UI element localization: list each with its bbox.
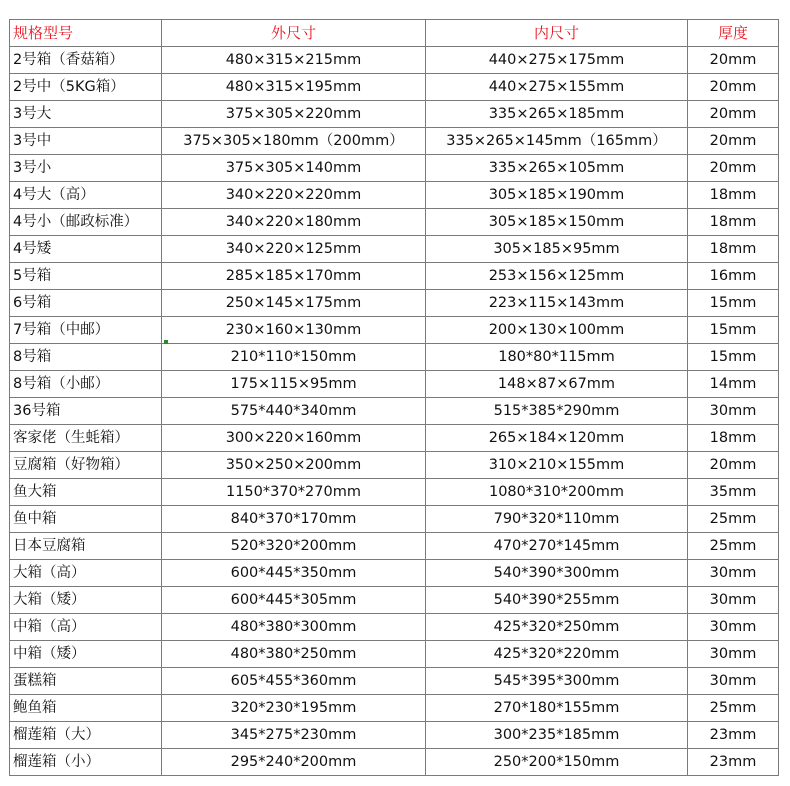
cell-inner-size: 253×156×125mm [426, 263, 688, 290]
cell-inner-size: 200×130×100mm [426, 317, 688, 344]
cell-model: 5号箱 [10, 263, 162, 290]
table-row [10, 371, 779, 398]
header-row [10, 20, 779, 47]
cell-thickness: 15mm [688, 344, 779, 371]
table-row [10, 263, 779, 290]
cell-inner-size: 335×265×145mm（165mm） [426, 128, 688, 155]
header-model: 规格型号 [10, 20, 162, 47]
cell-model: 2号箱（香菇箱） [10, 47, 162, 74]
cell-inner-size: 335×265×185mm [426, 101, 688, 128]
table-row [10, 317, 779, 344]
cell-inner-size: 425*320*220mm [426, 641, 688, 668]
cell-model: 客家佬（生蚝箱） [10, 425, 162, 452]
cell-model: 鱼中箱 [10, 506, 162, 533]
cell-thickness: 23mm [688, 749, 779, 776]
cell-model: 4号矮 [10, 236, 162, 263]
cell-model: 大箱（高） [10, 560, 162, 587]
cell-thickness: 30mm [688, 398, 779, 425]
cell-outer-size: 600*445*305mm [162, 587, 426, 614]
cell-outer-size: 480×315×215mm [162, 47, 426, 74]
table-row [10, 128, 779, 155]
cell-model: 豆腐箱（好物箱） [10, 452, 162, 479]
table-row [10, 587, 779, 614]
header-thickness: 厚度 [688, 20, 779, 47]
cell-model: 7号箱（中邮） [10, 317, 162, 344]
cell-thickness: 35mm [688, 479, 779, 506]
cell-outer-size: 295*240*200mm [162, 749, 426, 776]
cell-thickness: 30mm [688, 560, 779, 587]
cell-outer-size: 480×315×195mm [162, 74, 426, 101]
cell-inner-size: 223×115×143mm [426, 290, 688, 317]
cell-thickness: 30mm [688, 614, 779, 641]
cell-thickness: 15mm [688, 290, 779, 317]
table-row [10, 398, 779, 425]
cell-inner-size: 425*320*250mm [426, 614, 688, 641]
header-outer-size: 外尺寸 [162, 20, 426, 47]
cell-inner-size: 515*385*290mm [426, 398, 688, 425]
cell-thickness: 30mm [688, 668, 779, 695]
spec-table [9, 19, 779, 776]
cell-model: 6号箱 [10, 290, 162, 317]
cell-outer-size: 210*110*150mm [162, 344, 426, 371]
cell-inner-size: 310×210×155mm [426, 452, 688, 479]
cell-thickness: 23mm [688, 722, 779, 749]
cell-thickness: 20mm [688, 47, 779, 74]
table-row [10, 236, 779, 263]
cell-outer-size: 1150*370*270mm [162, 479, 426, 506]
table-row [10, 47, 779, 74]
cell-outer-size: 340×220×125mm [162, 236, 426, 263]
cell-outer-size: 230×160×130mm [162, 317, 426, 344]
cell-model: 3号小 [10, 155, 162, 182]
table-row [10, 533, 779, 560]
cell-thickness: 18mm [688, 182, 779, 209]
cell-thickness: 20mm [688, 452, 779, 479]
cell-thickness: 20mm [688, 128, 779, 155]
cell-model: 36号箱 [10, 398, 162, 425]
cell-inner-size: 265×184×120mm [426, 425, 688, 452]
cell-inner-size: 148×87×67mm [426, 371, 688, 398]
cell-model: 榴莲箱（大） [10, 722, 162, 749]
cell-marker [164, 340, 168, 344]
cell-model: 2号中（5KG箱） [10, 74, 162, 101]
table-row [10, 506, 779, 533]
cell-thickness: 30mm [688, 641, 779, 668]
cell-inner-size: 540*390*300mm [426, 560, 688, 587]
cell-outer-size: 840*370*170mm [162, 506, 426, 533]
table-row [10, 182, 779, 209]
cell-outer-size: 300×220×160mm [162, 425, 426, 452]
table-row [10, 749, 779, 776]
table-row [10, 425, 779, 452]
cell-inner-size: 305×185×190mm [426, 182, 688, 209]
table-row [10, 560, 779, 587]
cell-thickness: 18mm [688, 425, 779, 452]
cell-inner-size: 440×275×175mm [426, 47, 688, 74]
cell-inner-size: 790*320*110mm [426, 506, 688, 533]
cell-outer-size: 520*320*200mm [162, 533, 426, 560]
cell-outer-size: 285×185×170mm [162, 263, 426, 290]
cell-model: 鱼大箱 [10, 479, 162, 506]
cell-inner-size: 540*390*255mm [426, 587, 688, 614]
cell-model: 4号大（高） [10, 182, 162, 209]
table-row [10, 641, 779, 668]
table-row [10, 452, 779, 479]
cell-model: 鲍鱼箱 [10, 695, 162, 722]
cell-outer-size: 340×220×220mm [162, 182, 426, 209]
table-row [10, 209, 779, 236]
cell-inner-size: 470*270*145mm [426, 533, 688, 560]
cell-model: 8号箱 [10, 344, 162, 371]
cell-thickness: 25mm [688, 533, 779, 560]
cell-outer-size: 175×115×95mm [162, 371, 426, 398]
cell-outer-size: 345*275*230mm [162, 722, 426, 749]
table-body [10, 47, 779, 776]
cell-thickness: 25mm [688, 695, 779, 722]
cell-thickness: 20mm [688, 155, 779, 182]
cell-thickness: 30mm [688, 587, 779, 614]
cell-inner-size: 250*200*150mm [426, 749, 688, 776]
cell-inner-size: 180*80*115mm [426, 344, 688, 371]
cell-outer-size: 320*230*195mm [162, 695, 426, 722]
cell-outer-size: 350×250×200mm [162, 452, 426, 479]
cell-inner-size: 305×185×150mm [426, 209, 688, 236]
cell-inner-size: 440×275×155mm [426, 74, 688, 101]
cell-outer-size: 600*445*350mm [162, 560, 426, 587]
cell-thickness: 25mm [688, 506, 779, 533]
table-row [10, 155, 779, 182]
table-row [10, 668, 779, 695]
cell-model: 中箱（高） [10, 614, 162, 641]
cell-thickness: 20mm [688, 74, 779, 101]
table-row [10, 74, 779, 101]
cell-model: 日本豆腐箱 [10, 533, 162, 560]
table-row [10, 479, 779, 506]
cell-model: 大箱（矮） [10, 587, 162, 614]
cell-thickness: 15mm [688, 317, 779, 344]
cell-inner-size: 300*235*185mm [426, 722, 688, 749]
cell-inner-size: 270*180*155mm [426, 695, 688, 722]
cell-outer-size: 375×305×180mm（200mm） [162, 128, 426, 155]
header-inner-size: 内尺寸 [426, 20, 688, 47]
cell-model: 3号大 [10, 101, 162, 128]
table-row [10, 101, 779, 128]
cell-inner-size: 545*395*300mm [426, 668, 688, 695]
cell-outer-size: 480*380*250mm [162, 641, 426, 668]
cell-inner-size: 1080*310*200mm [426, 479, 688, 506]
cell-thickness: 18mm [688, 236, 779, 263]
cell-thickness: 18mm [688, 209, 779, 236]
cell-model: 中箱（矮） [10, 641, 162, 668]
table-row [10, 290, 779, 317]
cell-inner-size: 305×185×95mm [426, 236, 688, 263]
cell-outer-size: 375×305×220mm [162, 101, 426, 128]
cell-outer-size: 480*380*300mm [162, 614, 426, 641]
cell-thickness: 16mm [688, 263, 779, 290]
cell-model: 8号箱（小邮） [10, 371, 162, 398]
table-row [10, 695, 779, 722]
cell-thickness: 20mm [688, 101, 779, 128]
cell-outer-size: 605*455*360mm [162, 668, 426, 695]
table-row [10, 344, 779, 371]
cell-outer-size: 575*440*340mm [162, 398, 426, 425]
cell-model: 3号中 [10, 128, 162, 155]
cell-inner-size: 335×265×105mm [426, 155, 688, 182]
cell-model: 4号小（邮政标准） [10, 209, 162, 236]
cell-outer-size: 340×220×180mm [162, 209, 426, 236]
table-row [10, 614, 779, 641]
cell-outer-size: 375×305×140mm [162, 155, 426, 182]
cell-model: 榴莲箱（小） [10, 749, 162, 776]
table-row [10, 722, 779, 749]
cell-outer-size: 250×145×175mm [162, 290, 426, 317]
cell-model: 蛋糕箱 [10, 668, 162, 695]
cell-thickness: 14mm [688, 371, 779, 398]
